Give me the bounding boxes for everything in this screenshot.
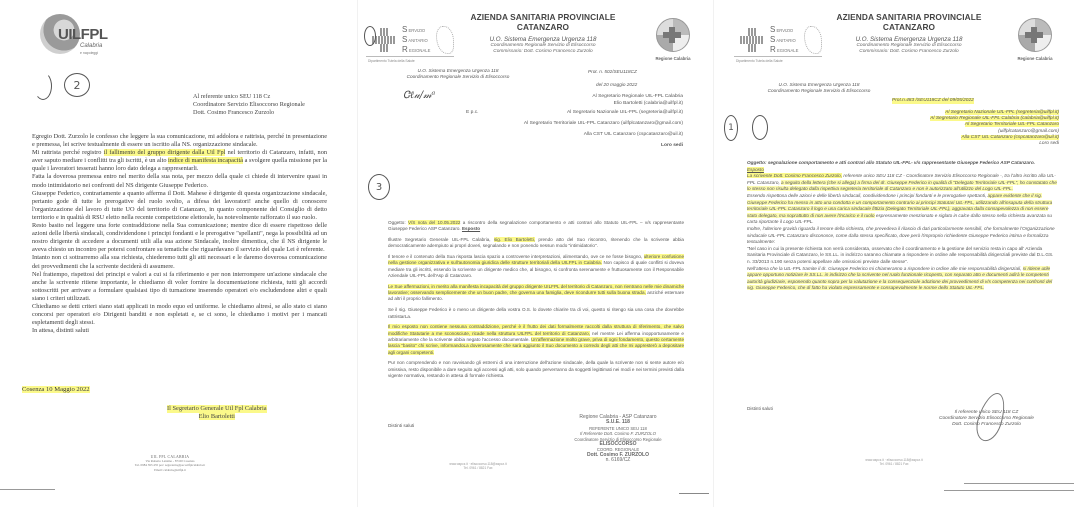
recipient-row bbox=[448, 107, 683, 118]
text: nel mentre Lei afferma inopportunamente e arbitrariamente che la scrivente abbia negato l'accesso documentale. bbox=[388, 330, 684, 342]
coord-line: Coordinamento Regionale Servizio di Elisoccorso bbox=[490, 43, 596, 48]
recipient-line: Elio Bartoletti (calabria@uilfpl.it) bbox=[613, 101, 683, 106]
text: espressamente menzionato e siglato in calce dallo stesso nella richiesta avanzata su carta riportante il Logo UIL-FPL. bbox=[747, 212, 1052, 225]
letter-body bbox=[388, 220, 684, 384]
uo-line: U.O. Sistema Emergenza Urgenza 118 bbox=[417, 68, 499, 73]
ssr-word: EGIONALE bbox=[776, 48, 799, 53]
handwritten-signature-icon: Ꮳℓ𝓊/𝓂ᵃ bbox=[403, 90, 436, 101]
highlighted-text: Il mio esposto non contiene nessuna contraddizione, perché è il frutto dei dati formalmente raccolti dalla struttura di riferimento, che salvo modifiche Statutarie a me sconosciute, ricade nella struttura UILFPL del territorio di Catanzaro, bbox=[388, 324, 684, 336]
regione-calabria-logo bbox=[1012, 18, 1058, 64]
highlighted-text: si ritiene utile appare opportuno notiziare le SS.LL. in indirizzo che la scrivente nel ruolo funzionale ricoperto, con separato atto e documenti adirà le competenti autorità giudiziarie, esponendo quanto sopra per la valutazione e la consequenziale adozione dei provvedimenti di v/s competenza nei confronti del sig. Giuseppe Federico, che di fatto ha violato espressamente e consapevolmente le norme dello Statuto UIL-FPL. bbox=[747, 265, 1053, 291]
logo-tagline: e napoleggi bbox=[80, 51, 99, 55]
recipient-block bbox=[874, 110, 1059, 147]
signer-title: Il referente unico SEU 118 CZ bbox=[954, 410, 1019, 415]
epc-label: E p.c. bbox=[466, 110, 479, 115]
paragraph: Giuseppe Federico, contrariamente a quanto afferma il Dott. Mahese è dirigente di questa organizzazione sindacale, pertanto gode di tutte le prerogative del ruolo svolto, a difesa dei lavoratori! anche quello di conoscere l'organizzazione del lavoro di tutte UO del territorio di Catanzaro, in quanto componente del Consiglio di detto territorio e in qualità di RSU eletto nella recente competizione elettorale, ha notevolmente rafforzato il suo ruolo. bbox=[32, 189, 327, 221]
commissario-line: Commissario: Dott. Cosimo Francesco Zurzolo bbox=[493, 49, 593, 55]
recipient-line: Alla CST UIL Catanzaro (cspcatanzaro@uil.it) bbox=[961, 134, 1059, 140]
divider bbox=[0, 489, 55, 490]
page-uil-fpl-letter bbox=[0, 0, 357, 507]
recipient-line: Al Segretario Nazionale UIL-FPL (segreteria@uilfpl.it) bbox=[945, 110, 1059, 115]
footer-email: Email: calabria@uilfpl.it bbox=[154, 467, 186, 472]
handwritten-page-number bbox=[368, 174, 390, 200]
stamp-line: n. 6169/CZ bbox=[605, 457, 631, 464]
sender-uo bbox=[744, 82, 894, 94]
footer-line: Tel. 0961 / 8821 Fax bbox=[463, 466, 493, 470]
esposto-label: Esposto bbox=[747, 166, 764, 172]
logo-region: Calabria bbox=[80, 43, 103, 49]
ssr-initial: R bbox=[402, 45, 408, 54]
closing: Distinti saluti bbox=[747, 406, 773, 411]
paragraph bbox=[388, 284, 684, 303]
ssr-wordmark bbox=[770, 25, 798, 55]
page-asp-reply-letter bbox=[357, 0, 713, 507]
official-stamp bbox=[553, 415, 683, 485]
letter-footer bbox=[824, 458, 964, 466]
ssr-initial: S bbox=[402, 35, 408, 44]
ssr-caption: Dipartimento Tutela della Salute bbox=[368, 59, 415, 63]
divider bbox=[366, 56, 454, 57]
stamp-line: Il Referente Dott. Cosimo F. ZURZOLO bbox=[579, 431, 657, 437]
letter-footer bbox=[408, 462, 548, 470]
highlighted-text: La scrivente Dott. Cosimo Francesco Zurzolo, bbox=[747, 173, 843, 179]
stamp-line: S.U.E. 118 bbox=[606, 419, 630, 426]
ssr-word: EGIONALE bbox=[408, 48, 431, 53]
regione-calabria-logo bbox=[650, 18, 696, 64]
signature-block bbox=[919, 410, 1054, 428]
paragraph bbox=[32, 149, 327, 173]
highlighted-text: sig. Elio Bartoletti, bbox=[493, 237, 535, 243]
highlighted-text: appare evidente che il sig. Giuseppe Federico ha messo in atto una condotta e un comportamento contrario ai principi Statutari UIL-FPL, utilizzando all'insaputa della struttura territoriale UIL-FPL Catanzaro il logo e una carica sindacale fittizia (Delegato Territoriale UIL-FPL), aggravata dalla consapevolezza di non essere stato delegato, ma soprattutto di non avere l'incarico e il ruolo bbox=[747, 192, 1053, 218]
regione-label: Regione Calabria bbox=[655, 56, 691, 61]
uo-line: U.O. Sistema Emergenza Urgenza 118 bbox=[489, 36, 597, 43]
commissario-line: Commissario: Dott. Cosimo Francesco Zurzolo bbox=[859, 49, 959, 55]
paragraph: Egregio Dott. Zurzolo le confesso che leggere la sua comunicazione, mi addolora e rattrista, perché in presentazione e premessa, lei scrive testualmente di essere un iscritto alla NS. organizzazione sindacale. bbox=[32, 133, 327, 149]
stamp-line: COORD. REGIONALE bbox=[596, 447, 640, 453]
divider bbox=[944, 490, 1074, 491]
ssr-caption: Dipartimento Tutela della Salute bbox=[736, 59, 783, 63]
uo-line: U.O. Sistema Emergenza Urgenza 118 bbox=[778, 82, 860, 87]
footer-line: www.aspcz.it · elisoccorso.118@aspcz.it bbox=[449, 462, 507, 466]
ssr-initial: S bbox=[770, 25, 776, 34]
letter-date: Cosenza 10 Maggio 2022 bbox=[22, 386, 90, 393]
recipient-line: (uilfplcatanzaro@gmail.com) bbox=[998, 128, 1059, 134]
quoted-text: "Nel caso in cui la presente richiesta non verrà considerata, osservato che il coordinamento e la gestione del servizio resta in capo all' Azienda Sanitaria Provinciale di Catanzaro, le SS.LL. in indirizzo saranno chiamate a rispondere in ordine alle responsabilità dirigenziali previste dal D.L.GS. n. 33/2013 n.190 senza potersi appellare alle omissioni previste dalle stesse". bbox=[747, 245, 1054, 264]
text: a svolgere quella missione per la quale i lavoratori tesserati hanno loro dato delega a rappresentarli. bbox=[32, 157, 327, 173]
ssr-cross-icon bbox=[740, 28, 764, 52]
recipient-block bbox=[448, 93, 683, 151]
handwritten-initials-icon bbox=[34, 72, 52, 100]
uil-fpl-logo bbox=[38, 12, 110, 58]
text: a riscontro della segnalazione comportamento e atti contrari allo Statuto UIL-FPL – v/s rappresentante Giuseppe Federico ASP Catanzaro. bbox=[388, 220, 685, 232]
oggetto bbox=[388, 220, 684, 233]
letter-body bbox=[32, 133, 327, 335]
highlighted-text: V/S nota del 10.05.2022 bbox=[407, 220, 461, 225]
paragraph: Nel frattempo, rispettosi dei principi e valori a cui si fa riferimento e per non interrompere un'azione sindacale che anche la scrivente ritiene importante, le chiediamo di voler fornire la documentazione richiesta, tutti gli accordi sottoscritti per arrivare a formulare qualsiasi tipo di turnazione inserendo operatori e/o escludendone altri e quali siano i criteri utilizzati. bbox=[32, 270, 327, 302]
asp-title-line: AZIENDA SANITARIA PROVINCIALE bbox=[470, 12, 616, 22]
text: anziché esternare ad altri il proprio fallimento. bbox=[388, 290, 684, 302]
footer-contacts: Tel. 0984 393 435 pec: segreteria@pec.uilfplcalabria.it bbox=[134, 463, 206, 468]
text: prendo atto del Suo riscontro, ritenendo che la scrivente abbia democraticamente adempiuto ai propri doveri, segnalando e non ponendo nessun modo "intimidatorio". bbox=[388, 237, 684, 249]
handwritten-mark-icon bbox=[364, 26, 376, 46]
paragraph bbox=[388, 324, 684, 355]
page-asp-esposto-letter bbox=[713, 0, 1075, 507]
coord-line: Coordinamento Regionale Servizio di Elisoccorso bbox=[406, 74, 510, 79]
text: Mi rattrista perché registro bbox=[32, 149, 104, 157]
annotation-text: 3 bbox=[375, 181, 383, 193]
ssr-word: ERVIZIO bbox=[408, 28, 426, 33]
handwritten-page-number bbox=[64, 73, 90, 97]
closing: Distinti saluti bbox=[388, 423, 415, 428]
recipient-line: Al Segretario Regionale UIL-FPL Calabria bbox=[592, 94, 683, 99]
regione-cross-icon bbox=[1025, 27, 1043, 43]
regione-cross-icon bbox=[663, 27, 681, 43]
sender-uo bbox=[383, 68, 533, 80]
recipient-line: Al Segretario Territoriale UIL-FPL Catanzaro (uilfplcatanzaro@gmail.com) bbox=[523, 121, 683, 126]
ssr-word: ANITARIO bbox=[776, 38, 796, 43]
highlighted-text: il fallimento del gruppo dirigente dalla Uil Fpl bbox=[103, 149, 226, 157]
asp-letterhead-title bbox=[463, 12, 623, 55]
highlighted-text: indice di manifesta incapacità bbox=[168, 157, 244, 165]
footer-title: UIL FPL CALABRIA bbox=[150, 455, 190, 459]
protocol-number: Prot. n. 502/SEU118CZ bbox=[588, 69, 637, 74]
recipient-line: Al Segretario Regionale UIL-FPL Calabria (calabria@uilfpl.it) bbox=[930, 116, 1059, 122]
paragraph: Resto basito nel leggere una forte contraddizione nella Sua comunicazione; mentre dice di essere rispettoso delle azioni delle libertà sindacali, condividendone i principi fondanti e le prerogative "spellanti", nega la possibilità ad un nostro dirigente di accedere a documenti utili alla sua azione Sindacale, inoltre dimentica, che il NS dirigente le aveva chiesto un incontro per potersi confrontare su tematiche che riguardavano il servizio del quale Lei è referente. bbox=[32, 222, 327, 254]
text: Non capisco di quale conflitti si doveva mediare tra gli iscritti, essendo la scrivente un dirigente medico che, al bisogno, si confronta serenamente e fruttuosamente con il Responsabile Aziendale UIL-FPL dell'Asp di Catanzaro. bbox=[388, 260, 684, 279]
recipient-block bbox=[193, 93, 305, 117]
logo-name: UILFPL bbox=[58, 26, 108, 43]
ssr-logo bbox=[730, 22, 828, 68]
signer-name: Elio Bartoletti bbox=[198, 413, 235, 420]
signer-role: Coordinatore Servizio Elisoccorso Regionale bbox=[939, 416, 1034, 421]
recipient-line: Coordinatore Servizio Elisoccorso Regionale bbox=[193, 101, 305, 108]
protocol-number: Prot.n.483 /SEU118CZ del 09/05/2022 bbox=[892, 98, 974, 103]
signer-name: Dott. Cosimo Francesco Zurzolo bbox=[952, 422, 1021, 427]
ssr-logo bbox=[362, 22, 460, 68]
letter-body bbox=[747, 160, 1057, 292]
asp-title-line: CATANZARO bbox=[516, 22, 570, 32]
highlighted-text: ulteriore confusione nella gestione organizzativa e sull'autonomia giuridica delle strutture territoriali della UILFPL in Calabria. bbox=[388, 254, 685, 266]
asp-title-line: AZIENDA SANITARIA PROVINCIALE bbox=[836, 12, 982, 22]
oggetto-label: Oggetto: bbox=[388, 220, 408, 225]
calabria-map-icon bbox=[436, 26, 454, 54]
highlighted-text: Un'affermazione molto grave, priva di ogni fondamento, questo certamente lascia "basito" chi scrive, informandoLa doverosamente che sarà aggiunto il Suo documento a corredo degli atti che mi appresterò a depositare agli organi competenti. bbox=[388, 336, 684, 355]
text: nel territorio di Catanzaro, infatti, non aver saputo mediare i conflitti tra gli iscritti, è un alto bbox=[32, 149, 327, 165]
text: Illustre Segretario Generale UIL-FPL Calabria, bbox=[388, 237, 494, 243]
oggetto: Oggetto: segnalazione comportamento e atti contrari allo Statuto UIL-FPL- v/s rappresentante Giuseppe Federico ASP Catanzaro. bbox=[747, 160, 1035, 165]
ssr-initial: S bbox=[770, 35, 776, 44]
paragraph: Se il sig. Giuseppe Federico è o meno un dirigente della vostra O.S. lo dovete chiarire tra di voi, questo si ritengo sia una cosa che dovrebbe rattristarLa. bbox=[388, 307, 684, 319]
ssr-wordmark bbox=[402, 25, 430, 55]
text: Nell'attesa che la UIL-FPL tramite il dr. Giuseppe Federico mi chiameranno a rispondere in ordine alle mie responsabilità dirigenziali, bbox=[747, 265, 1023, 271]
text: Essendo rispettosa delle azioni e delle libertà sindacali, condividendone i principi fondanti e le prerogative spettanti, bbox=[747, 192, 988, 198]
stamp-line: REFERENTE UNICO SEU 118 bbox=[589, 425, 647, 431]
recipient-line: Al Segretario Territoriale UIL-FPL Catanzaro bbox=[964, 122, 1059, 128]
paragraph: Intanto non ci sottrarremo alla sua richiesta, chiederemo tutti gli atti necessari e le daremo doverosa comunicazione dei provvedimenti che la scrivente deciderà di assumere. bbox=[32, 254, 327, 270]
stamp-line: ELISOCCORSO bbox=[599, 441, 637, 448]
annotation-text: 2 bbox=[73, 78, 81, 92]
paragraph bbox=[388, 254, 684, 279]
divider bbox=[734, 56, 822, 57]
letter-date: del 20 maggio 2022 bbox=[596, 82, 638, 87]
footer-address: Via Roberto Lanzino - 87100 Cosenza bbox=[145, 459, 195, 464]
ssr-word: ERVIZIO bbox=[776, 28, 794, 33]
asp-letterhead-title bbox=[829, 12, 989, 55]
coord-line: Coordinamento Regionale Servizio di Elisoccorso bbox=[767, 88, 871, 93]
paragraph: Chiediamo se detti criteri siano stati applicati in modo equo ed uniforme. le chiediamo altresì, se allo stato ci siano concorsi per operatori e/o Dirigenti banditi e non espletati e, se ci sono, le chiediamo i motivi per i mancati espletamenti degli stessi. bbox=[32, 302, 327, 327]
stamp-line: Coordinatore Servizio di Elisoccorso Regionale bbox=[574, 436, 662, 442]
letter-footer bbox=[100, 455, 240, 472]
paragraph: Fatta la doverosa premessa entro nel merito della sua nota, per mezzo della quale ci chiede di intervenire quasi in modo intimidatorio nei confronti del NS dirigente Giuseppe Federico. bbox=[32, 173, 327, 189]
asp-title-line: CATANZARO bbox=[882, 22, 936, 32]
annotation-text: 1 bbox=[728, 123, 734, 133]
paragraph bbox=[747, 193, 1057, 226]
divider bbox=[964, 483, 1074, 484]
signer-title: Il Segretario Generale Uil Fpl Calabria bbox=[167, 405, 267, 412]
ssr-initial: S bbox=[402, 25, 408, 34]
highlighted-text: a seguito della lettera (che si allega) a firma del dr. Giuseppe Federico in qualità di "Delegato Territoriale UIL-FPL", ho constatato che lo stesso non risulta delegato dalla rispettiva segreteria territoriale di Catanzaro e non è autorizzato all'utilizzo del Logo UIL-FPL. bbox=[747, 179, 1057, 192]
recipient-line: Al Segretario Nazionale UIL-FPL (segreteria@uilfpl.it) bbox=[567, 110, 683, 115]
paragraph bbox=[388, 237, 684, 250]
closing: In attesa, distinti saluti bbox=[32, 327, 90, 335]
handwritten-page-number bbox=[724, 115, 738, 141]
recipient-line: Dott. Cosimo Francesco Zurzolo bbox=[193, 109, 275, 116]
uo-line: U.O. Sistema Emergenza Urgenza 118 bbox=[855, 36, 963, 43]
recipient-line: Al referente unico SEU 118 Cz bbox=[193, 93, 271, 100]
highlighted-text: Le Sue affermazioni, in merito alla manifesta incapacità del gruppo dirigente UILFPL del territorio di Catanzaro, non rientrano nelle mie dinamiche lavorative; osservando semplicemente che un buon padre, che governa una famiglia, deve ricondurre tutti sulla buona strada, bbox=[388, 283, 684, 296]
stamp-line: Dott. Cosimo F. ZURZOLO bbox=[587, 451, 649, 458]
paragraph: Pur non comprendendo e non ravvisando gli estremi di una interruzione dell'azione sindacale, della quale la scrivente non si sente autore e/o omissiva, resto disponibile a dare seguito agli accessi agli atti, solo quando perverranno da soggetti legittimati nei modi e nei termini previsti dalla vigente normativa, restando in attesa di formale richiesta. bbox=[388, 360, 684, 378]
calabria-map-icon bbox=[804, 26, 822, 54]
divider bbox=[679, 493, 709, 494]
loro-sedi: Loro sedi bbox=[660, 143, 683, 148]
regione-label: Regione Calabria bbox=[1017, 56, 1053, 61]
paragraph bbox=[747, 173, 1057, 193]
text: Il tenore e il contenuto della Sua risposta lascia spazio a controverse interpretazioni, alimentando, ove ce ne fosse bisogno, bbox=[388, 254, 644, 260]
oggetto-tag: Esposto bbox=[461, 226, 481, 232]
paragraph bbox=[747, 266, 1057, 292]
ssr-word: ANITARIO bbox=[408, 38, 428, 43]
signature-block bbox=[167, 405, 267, 421]
stamp-line: Regione Calabria - ASP Catanzaro bbox=[579, 414, 657, 420]
coord-line: Coordinamento Regionale Servizio di Elisoccorso bbox=[856, 43, 962, 48]
text: referente unico SEU 118 CZ - Coordinatore Servizio Elisoccorso Regionale -, tra l'altro iscritto alla UIL-FPL Catanzaro, bbox=[747, 173, 1056, 185]
loro-sedi: Loro sedi bbox=[1039, 141, 1059, 147]
footer-line: Tel. 0961 / 8821 Fax bbox=[879, 462, 909, 466]
paragraph: Inoltre, l'ulteriore gravità riguarda il tenore della richiesta, che prevedeva il rilascio di dati particolarmente sensibili, che formalmente l'Organizzazione sindacale UIL-FPL Catanzaro disconosce, come dalla stessa specificato, dove però l'improprio richiedente Giuseppe Federico intima e formalizza testualmente: bbox=[747, 225, 1055, 245]
footer-line: www.aspcz.it · elisoccorso.118@aspcz.it bbox=[865, 458, 923, 462]
ssr-initial: R bbox=[770, 45, 776, 54]
recipient-line: Alla CST UIL Catanzaro (cspcatanzaro@uil.it) bbox=[583, 132, 683, 137]
handwritten-mark-icon bbox=[752, 115, 768, 140]
